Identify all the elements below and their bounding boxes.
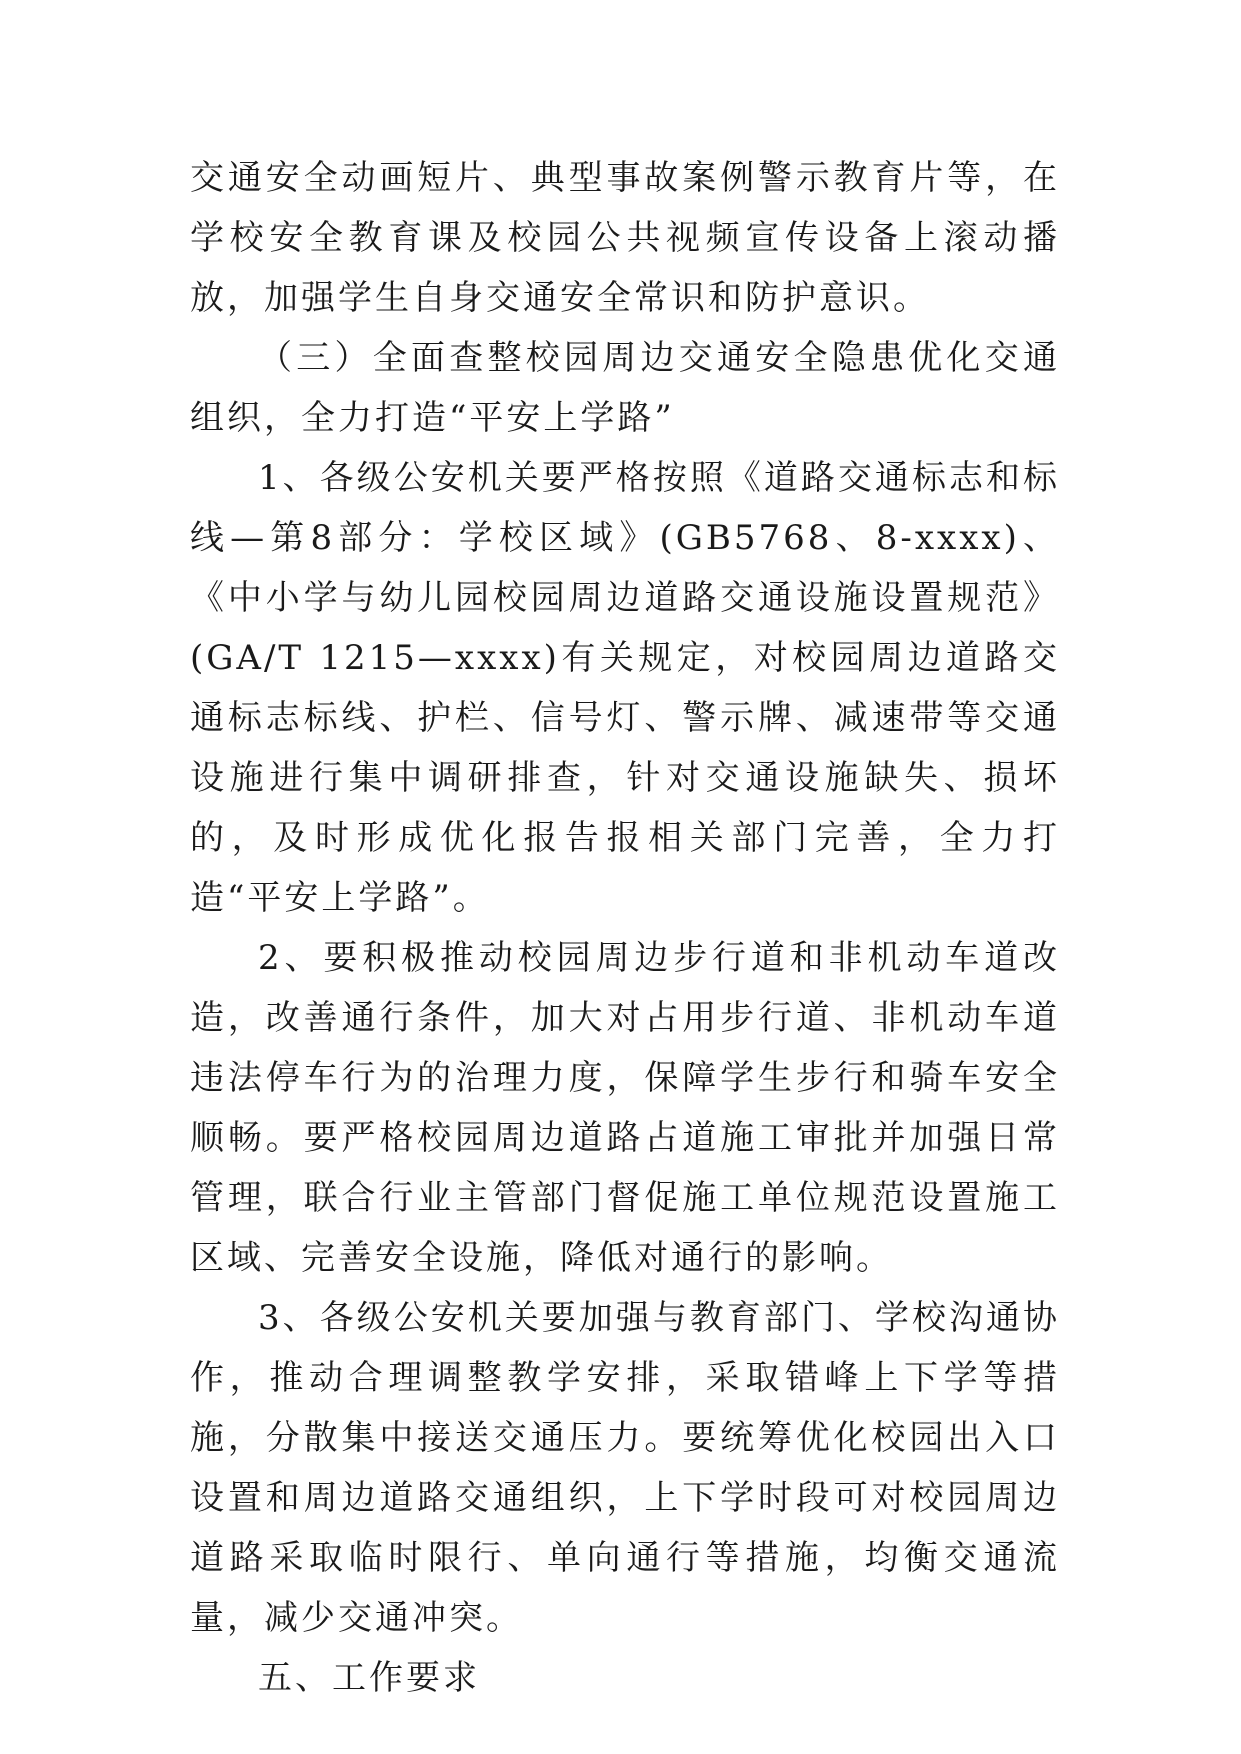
paragraph-video-education: 交通安全动画短片、典型事故案例警示教育片等，在学校安全教育课及校园公共视频宣传设备上滚动播放，加强学生自身交通安全常识和防护意识。 xyxy=(190,158,1060,318)
paragraph-item-3: 3、各级公安机关要加强与教育部门、学校沟通协作，推动合理调整教学安排，采取错峰上下学等措施，分散集中接送交通压力。要统筹优化校园出入口设置和周边道路交通组织，上下学时段可对校园周边道路采取临时限行、单向通行等措施，均衡交通流量，减少交通冲突。 xyxy=(190,1298,1060,1638)
document-page xyxy=(190,148,1060,1708)
section-heading-five: 五、工作要求 xyxy=(258,1658,480,1698)
paragraph-item-1: 1、各级公安机关要严格按照《道路交通标志和标线—第8部分：学校区域》(GB5768、8-xxxx)、《中小学与幼儿园校园周边道路交通设施设置规范》(GA/T 1215—xxxx)有关规定，对校园周边道路交通标志标线、护栏、信号灯、警示牌、减速带等交通设施进行集中调研排查，针对交通设施缺失、损坏的，及时形成优化报告报相关部门完善，全力打造“平安上学路”。 xyxy=(190,458,1060,918)
section-heading-three: （三）全面查整校园周边交通安全隐患优化交通组织，全力打造“平安上学路” xyxy=(190,338,1060,438)
paragraph-item-2: 2、要积极推动校园周边步行道和非机动车道改造，改善通行条件，加大对占用步行道、非机动车道违法停车行为的治理力度，保障学生步行和骑车安全顺畅。要严格校园周边道路占道施工审批并加强日常管理，联合行业主管部门督促施工单位规范设置施工区域、完善安全设施，降低对通行的影响。 xyxy=(190,938,1060,1278)
